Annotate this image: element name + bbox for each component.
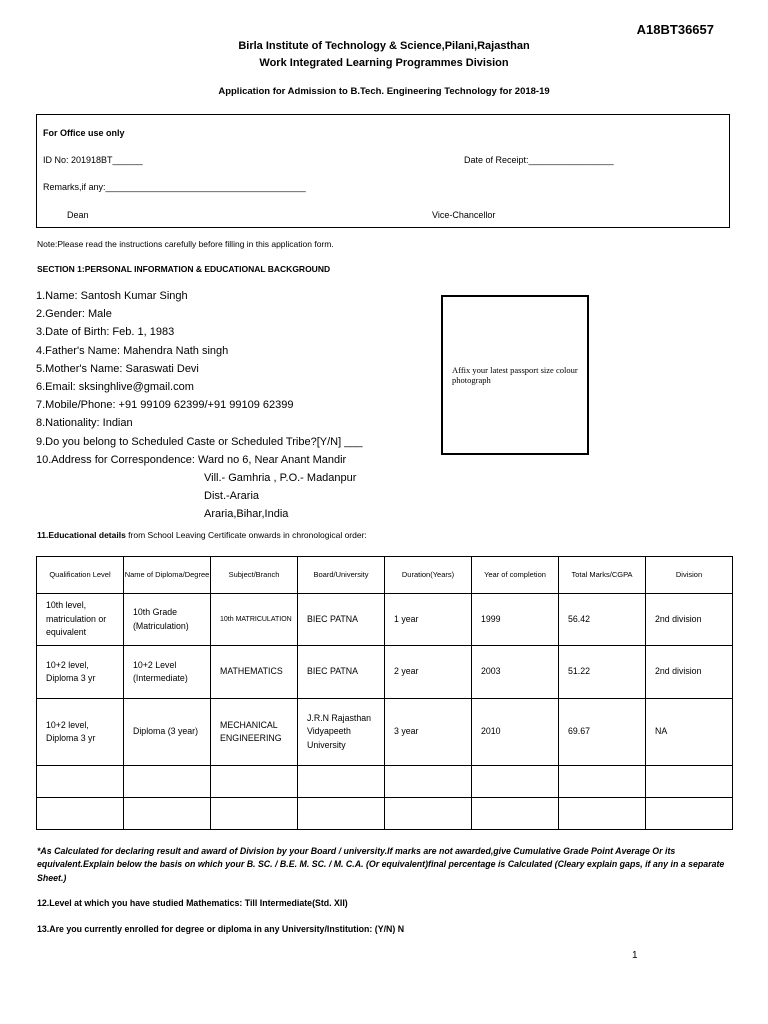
table-cell: 1999 xyxy=(472,594,559,646)
table-cell-empty xyxy=(472,798,559,830)
table-cell: 10+2 level, Diploma 3 yr xyxy=(37,699,124,766)
table-cell-empty xyxy=(559,798,646,830)
question-13-current-enrollment: 13.Are you currently enrolled for degree or diploma in any University/Institution: (Y/N) N xyxy=(37,924,405,934)
table-cell-empty xyxy=(472,766,559,798)
table-cell: BIEC PATNA xyxy=(298,594,385,646)
section1-title: SECTION 1:PERSONAL INFORMATION & EDUCATIONAL BACKGROUND xyxy=(37,264,331,274)
office-use-heading: For Office use only xyxy=(43,128,125,138)
field-address-line-1: 10.Address for Correspondence: Ward no 6, Near Anant Mandir xyxy=(36,453,347,466)
marks-footnote: *As Calculated for declaring result and award of Division by your Board / university.If marks are not awarded,give Cumulative Grade Point Average Or its equivalent.Explain below the basis on which your B. SC. / B.E. M. SC. / M. C.A. (Or equivalent)final percentage is Calculated (Cleary explain gaps, if any in a separate Sheet.) xyxy=(37,846,725,883)
instructions-note: Note:Please read the instructions carefully before filling in this application form. xyxy=(37,239,334,249)
table-cell: 3 year xyxy=(385,699,472,766)
educational-details-table xyxy=(36,556,733,830)
division-name: Work Integrated Learning Programmes Division xyxy=(259,57,509,69)
field-address-line-4: Araria,Bihar,India xyxy=(204,508,289,521)
table-cell: 10th Grade (Matriculation) xyxy=(124,594,211,646)
personal-info-block xyxy=(36,287,363,524)
table-cell-empty xyxy=(124,766,211,798)
column-header: Year of completion xyxy=(472,557,559,594)
office-use-box xyxy=(36,114,730,228)
table-row-empty xyxy=(37,766,733,798)
column-header: Division xyxy=(646,557,733,594)
column-header: Name of Diploma/Degree xyxy=(124,557,211,594)
table-cell: 2nd division xyxy=(646,646,733,699)
table-cell-empty xyxy=(37,798,124,830)
field-date-of-birth: 3.Date of Birth: Feb. 1, 1983 xyxy=(36,326,175,339)
educational-details-subtitle: from School Leaving Certificate onwards in chronological order: xyxy=(125,530,367,540)
field-name: 1.Name: Santosh Kumar Singh xyxy=(36,290,188,302)
field-caste: 9.Do you belong to Scheduled Caste or Scheduled Tribe?[Y/N] ___ xyxy=(36,435,363,448)
table-cell: 69.67 xyxy=(559,699,646,766)
field-email: 6.Email: sksinghlive@gmail.com xyxy=(36,381,194,394)
field-address-line-3: Dist.-Araria xyxy=(204,490,260,503)
table-cell-empty xyxy=(385,766,472,798)
table-cell-empty xyxy=(385,798,472,830)
photo-instruction: Affix your latest passport size colour photograph xyxy=(452,365,578,385)
table-row-empty xyxy=(37,798,733,830)
column-header: Board/University xyxy=(298,557,385,594)
educational-details-heading xyxy=(37,530,367,540)
column-header: Qualification Level xyxy=(37,557,124,594)
table-cell-empty xyxy=(37,766,124,798)
table-row xyxy=(37,699,733,766)
application-title: Application for Admission to B.Tech. Engineering Technology for 2018-19 xyxy=(218,86,550,97)
table-cell: 2 year xyxy=(385,646,472,699)
table-cell: J.R.N Rajasthan Vidyapeeth University xyxy=(298,699,385,766)
passport-photo-box xyxy=(441,295,589,455)
table-cell: 56.42 xyxy=(559,594,646,646)
table-cell-empty xyxy=(124,798,211,830)
institute-name: Birla Institute of Technology & Science,Pilani,Rajasthan xyxy=(238,40,530,52)
table-cell-empty xyxy=(646,766,733,798)
field-father-name: 4.Father's Name: Mahendra Nath singh xyxy=(36,344,229,357)
table-cell: NA xyxy=(646,699,733,766)
table-cell: Diploma (3 year) xyxy=(124,699,211,766)
document-reference-number: A18BT36657 xyxy=(636,22,714,37)
table-cell: 10+2 Level (Intermediate) xyxy=(124,646,211,699)
table-cell: 2nd division xyxy=(646,594,733,646)
page-number: 1 xyxy=(632,950,638,961)
table-cell: MATHEMATICS xyxy=(211,646,298,699)
table-cell-empty xyxy=(559,766,646,798)
table-cell: 10+2 level, Diploma 3 yr xyxy=(37,646,124,699)
table-cell: 51.22 xyxy=(559,646,646,699)
table-cell: 1 year xyxy=(385,594,472,646)
table-row xyxy=(37,646,733,699)
table-cell: BIEC PATNA xyxy=(298,646,385,699)
table-cell-empty xyxy=(211,798,298,830)
column-header: Total Marks/CGPA xyxy=(559,557,646,594)
office-id-number: ID No: 201918BT______ xyxy=(43,155,143,165)
table-cell: 2010 xyxy=(472,699,559,766)
table-cell: MECHANICAL ENGINEERING xyxy=(211,699,298,766)
office-vice-chancellor-signature: Vice-Chancellor xyxy=(432,210,496,220)
field-phone: 7.Mobile/Phone: +91 99109 62399/+91 99109 62399 xyxy=(36,399,294,412)
table-row xyxy=(37,594,733,646)
table-cell-empty xyxy=(211,766,298,798)
table-cell: 10th level, matriculation or equivalent xyxy=(37,594,124,646)
question-12-mathematics-level: 12.Level at which you have studied Mathematics: Till Intermediate(Std. XII) xyxy=(37,898,348,908)
office-dean-signature: Dean xyxy=(67,210,89,220)
field-gender: 2.Gender: Male xyxy=(36,308,112,321)
table-cell-empty xyxy=(298,798,385,830)
field-mother-name: 5.Mother's Name: Saraswati Devi xyxy=(36,362,199,375)
field-address-line-2: Vill.- Gamhria , P.O.- Madanpur xyxy=(204,472,357,485)
office-remarks: Remarks,if any:________________________________________ xyxy=(43,182,306,192)
table-cell-empty xyxy=(298,766,385,798)
column-header: Duration(Years) xyxy=(385,557,472,594)
table-cell-empty xyxy=(646,798,733,830)
table-header-row xyxy=(37,557,733,594)
office-date-of-receipt: Date of Receipt:_________________ xyxy=(464,155,614,165)
field-nationality: 8.Nationality: Indian xyxy=(36,417,133,430)
educational-details-title: 11.Educational details xyxy=(37,530,126,540)
table-cell: 2003 xyxy=(472,646,559,699)
column-header: Subject/Branch xyxy=(211,557,298,594)
table-cell: 10th MATRICULATION xyxy=(211,594,298,646)
